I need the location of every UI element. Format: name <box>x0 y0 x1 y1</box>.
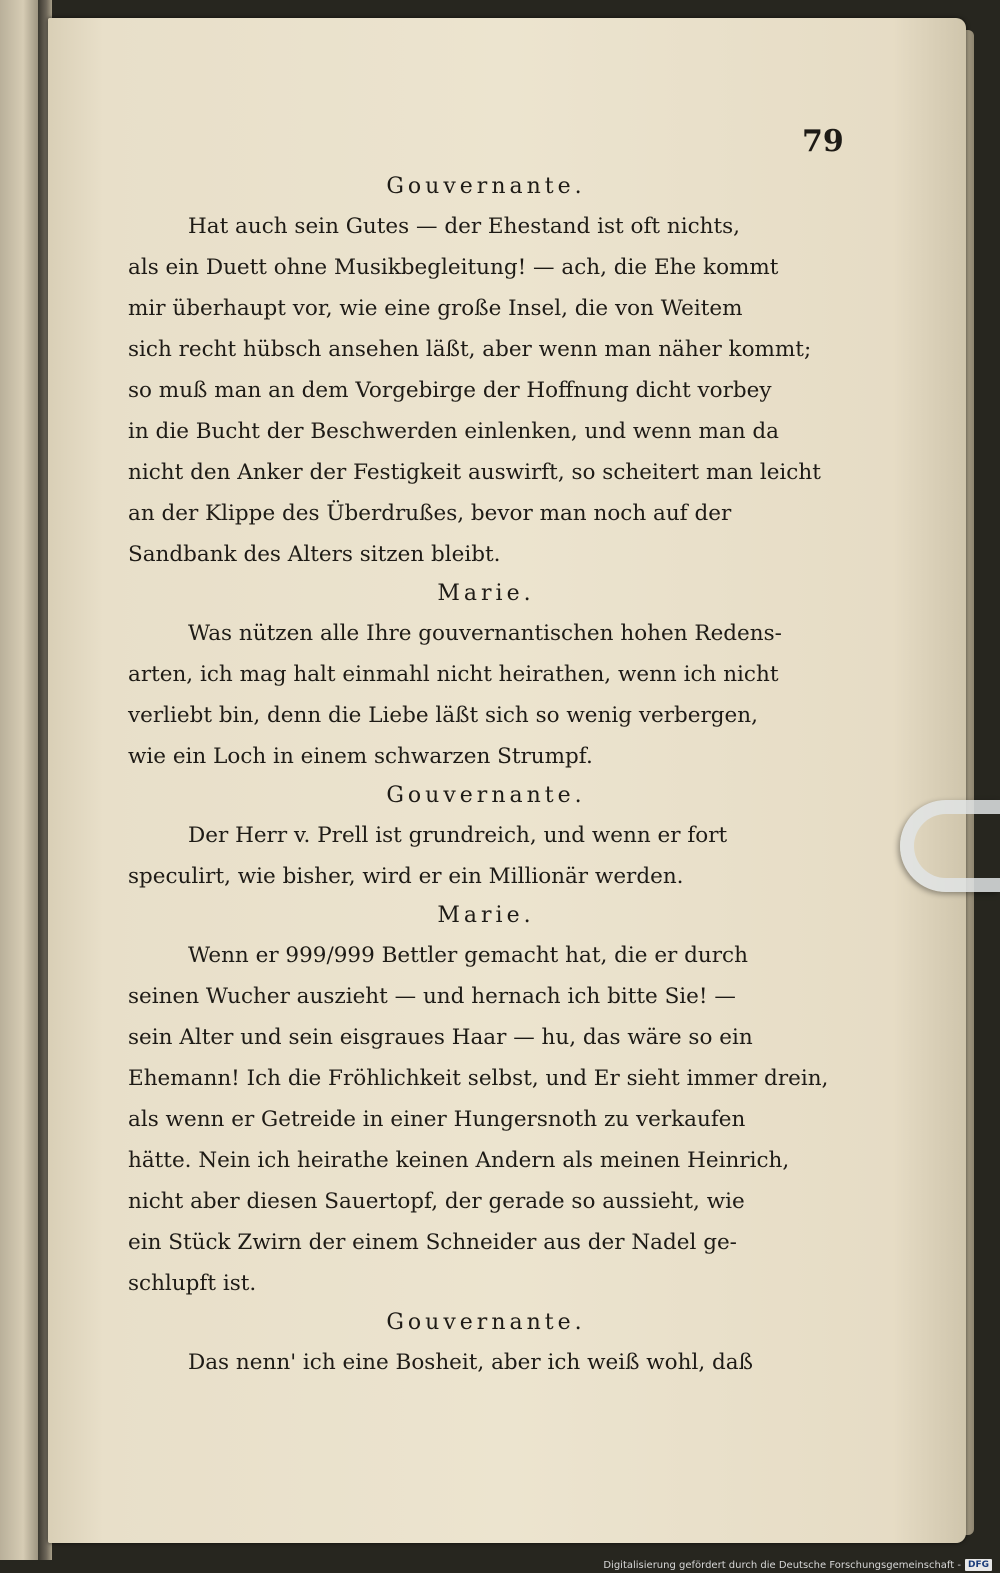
text-line: ein Stück Zwirn der einem Schneider aus der Nadel ge- <box>128 1230 737 1255</box>
text-line: als wenn er Getreide in einer Hungersnoth zu verkaufen <box>128 1107 746 1132</box>
text-line: verliebt bin, denn die Liebe läßt sich so wenig verbergen, <box>128 703 758 728</box>
text-line: Hat auch sein Gutes — der Ehestand ist oft nichts, <box>188 214 741 239</box>
speaker-name: Marie. <box>437 903 535 928</box>
text-line: Wenn er 999/999 Bettler gemacht hat, die er durch <box>188 943 748 968</box>
text-line: speculirt, wie bisher, wird er ein Millionär werden. <box>128 864 684 889</box>
text-line: wie ein Loch in einem schwarzen Strumpf. <box>128 744 593 769</box>
text-line: nicht den Anker der Festigkeit auswirft, so scheitert man leicht <box>128 460 821 485</box>
text-line: an der Klippe des Überdrußes, bevor man noch auf der <box>128 501 732 526</box>
text-line: nicht aber diesen Sauertopf, der gerade so aussieht, wie <box>128 1189 745 1214</box>
page-clip <box>900 800 1000 892</box>
credit-text: Digitalisierung gefördert durch die Deutsche Forschungsgemeinschaft - <box>603 1559 961 1571</box>
speaker-name: Gouvernante. <box>386 1310 586 1335</box>
speaker-name: Gouvernante. <box>386 783 586 808</box>
text-line: Der Herr v. Prell ist grundreich, und wenn er fort <box>188 823 728 848</box>
text-line: Sandbank des Alters sitzen bleibt. <box>128 542 501 567</box>
page-text <box>128 168 844 1383</box>
text-line: schlupft ist. <box>128 1271 257 1296</box>
text-line: in die Bucht der Beschwerden einlenken, und wenn man da <box>128 419 779 444</box>
text-line: seinen Wucher auszieht — und hernach ich bitte Sie! — <box>128 984 736 1009</box>
text-line: Ehemann! Ich die Fröhlichkeit selbst, und Er sieht immer drein, <box>128 1066 829 1091</box>
page-number: 79 <box>802 124 844 159</box>
previous-page-edge <box>0 0 42 1560</box>
text-line: als ein Duett ohne Musikbegleitung! — ach, die Ehe kommt <box>128 255 779 280</box>
speaker-name: Gouvernante. <box>386 174 586 199</box>
text-line: so muß man an dem Vorgebirge der Hoffnung dicht vorbey <box>128 378 772 403</box>
text-line: Das nenn' ich eine Bosheit, aber ich weiß wohl, daß <box>188 1350 753 1375</box>
text-line: sein Alter und sein eisgraues Haar — hu, das wäre so ein <box>128 1025 753 1050</box>
speaker-name: Marie. <box>437 581 535 606</box>
text-line: mir überhaupt vor, wie eine große Insel, die von Weitem <box>128 296 743 321</box>
text-line: arten, ich mag halt einmahl nicht heirathen, wenn ich nicht <box>128 662 779 687</box>
digitization-credit <box>603 1559 992 1571</box>
text-line: Was nützen alle Ihre gouvernantischen hohen Redens- <box>188 621 782 646</box>
dfg-logo: DFG <box>965 1559 992 1571</box>
text-line: hätte. Nein ich heirathe keinen Andern als meinen Heinrich, <box>128 1148 790 1173</box>
text-line: sich recht hübsch ansehen läßt, aber wenn man näher kommt; <box>128 337 812 362</box>
